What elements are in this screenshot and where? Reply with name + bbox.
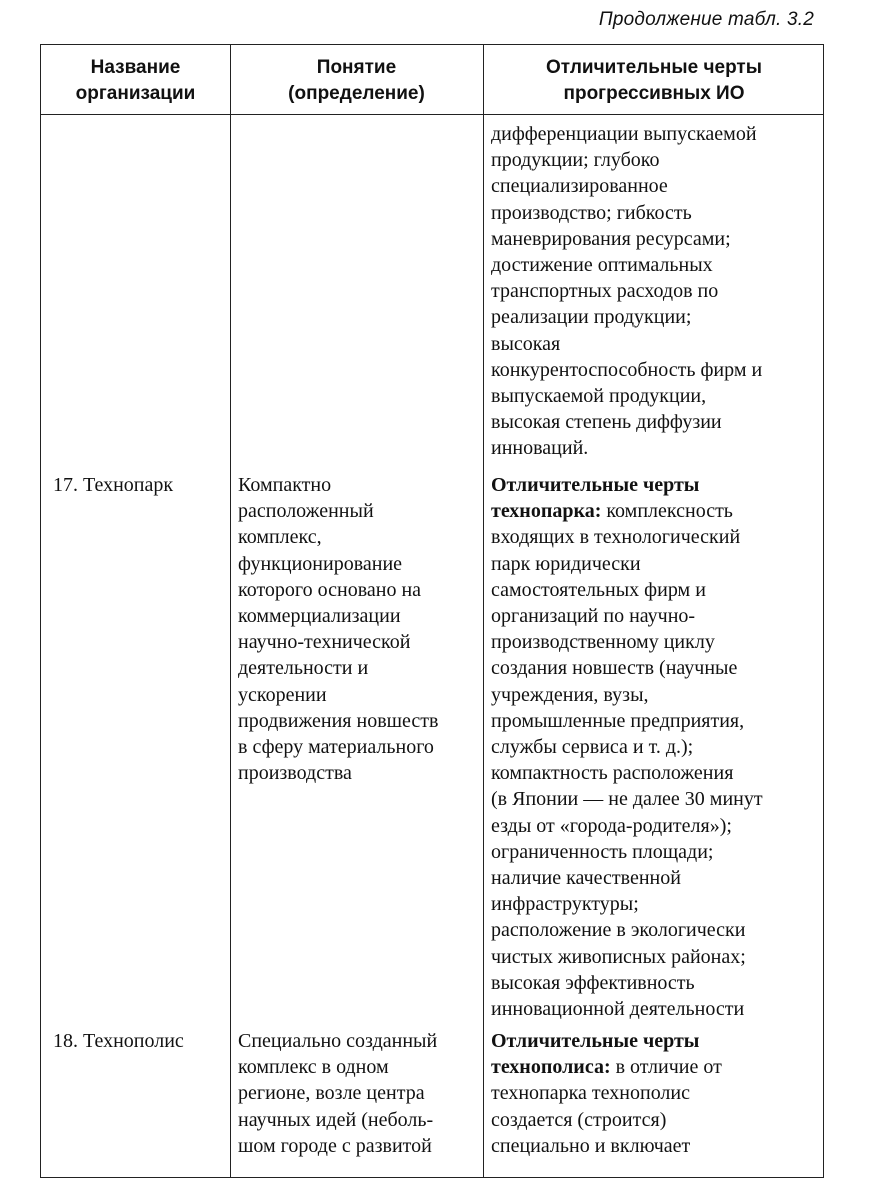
features-heading-text: Отличительные черты <box>491 474 700 496</box>
feature-text: комплексность <box>601 500 733 523</box>
feature-line: организаций по научно- <box>491 605 696 628</box>
definition-line: научных идей (неболь- <box>238 1108 434 1131</box>
features-heading-text: Отличительные черты <box>491 1030 700 1052</box>
features-heading-text: технополиса: <box>491 1056 611 1079</box>
feature-line: реализации продукции; <box>491 306 692 329</box>
definition-line: Специально созданный <box>238 1030 438 1052</box>
feature-line: промышленные предприятия, <box>491 709 745 732</box>
feature-line: езды от «города-родителя»); <box>491 814 732 837</box>
definition-line: продвижения новшеств <box>238 709 439 732</box>
feature-line: службы сервиса и т. д.); <box>491 736 694 759</box>
definition-line: шом городе с развитой <box>238 1134 432 1157</box>
definition-line: научно-технической <box>238 631 411 654</box>
features-heading-line <box>491 1054 722 1080</box>
definition-line: комплекс, <box>238 526 322 549</box>
feature-line: входящих в технологический <box>491 526 741 549</box>
definition-line: в сферу материального <box>238 736 434 759</box>
feature-line: достижение оптимальных <box>491 254 713 277</box>
feature-line: инфраструктуры; <box>491 893 639 916</box>
feature-line: производственному циклу <box>491 631 715 654</box>
row-18-name: 18. Технополис <box>53 1030 184 1052</box>
header-line: (определение) <box>288 83 425 104</box>
header-line: организации <box>75 83 196 104</box>
feature-line: маневрирования ресурсами; <box>491 227 731 250</box>
header-features <box>483 55 825 107</box>
feature-line: производство; гибкость <box>491 201 692 224</box>
feature-line: транспортных расходов по <box>491 280 719 303</box>
row-17-name: 17. Технопарк <box>53 474 174 496</box>
header-line: Понятие <box>316 57 397 78</box>
feature-line: наличие качественной <box>491 867 681 890</box>
feature-line: (в Японии — не далее 30 минут <box>491 788 763 811</box>
definition-line: Компактно <box>238 474 332 496</box>
feature-line: расположение в экологически <box>491 919 746 942</box>
definition-line: производства <box>238 762 352 785</box>
feature-line: учреждения, вузы, <box>491 683 649 706</box>
feature-line: ограниченность площади; <box>491 840 714 863</box>
definition-line: ускорении <box>238 683 327 706</box>
header-line: Название <box>90 57 181 78</box>
column-divider-2 <box>483 45 484 1177</box>
feature-line: парк юридически <box>491 552 641 575</box>
feature-line: компактность расположения <box>491 762 734 785</box>
feature-line: технопарка технополис <box>491 1082 690 1105</box>
organizations-table <box>40 44 824 1178</box>
definition-line: регионе, возле центра <box>238 1082 425 1105</box>
row-18-definition <box>238 1028 437 1159</box>
feature-text: в отличие от <box>610 1056 722 1079</box>
feature-line: создания новшеств (научные <box>491 657 738 680</box>
feature-line: самостоятельных фирм и <box>491 578 706 601</box>
feature-line: инновационной деятельности <box>491 998 745 1021</box>
table-caption: Продолжение табл. 3.2 <box>598 9 814 30</box>
feature-line: высокая эффективность <box>491 971 695 994</box>
features-heading-line <box>491 498 763 524</box>
feature-line: чистых живописных районах; <box>491 945 746 968</box>
row-17-features <box>491 472 763 1022</box>
definition-line: деятельности и <box>238 657 369 680</box>
definition-line: комплекс в одном <box>238 1056 389 1079</box>
column-divider-1 <box>230 45 231 1177</box>
feature-line: высокая степень диффузии <box>491 411 722 434</box>
header-line: Отличительные черты <box>546 57 762 78</box>
continued-features <box>491 121 762 462</box>
header-divider <box>41 114 823 115</box>
feature-line: выпускаемой продукции, <box>491 385 707 408</box>
header-line: прогрессивных ИО <box>563 83 745 104</box>
header-organization-name <box>41 55 230 107</box>
features-heading <box>491 472 763 498</box>
row-18-features <box>491 1028 722 1159</box>
feature-line: дифференциации выпускаемой <box>491 123 757 145</box>
features-heading <box>491 1028 722 1054</box>
features-heading-text: технопарка: <box>491 500 602 523</box>
row-17-definition <box>238 472 438 786</box>
feature-line: продукции; глубоко <box>491 149 660 172</box>
feature-line: создается (строится) <box>491 1108 667 1131</box>
feature-line: специально и включает <box>491 1134 691 1157</box>
feature-line: инноваций. <box>491 437 589 460</box>
definition-line: которого основано на <box>238 578 422 601</box>
feature-line: конкурентоспособность фирм и <box>491 358 763 381</box>
feature-line: специализированное <box>491 175 668 198</box>
feature-line: высокая <box>491 332 561 355</box>
header-concept <box>230 55 483 107</box>
definition-line: функционирование <box>238 552 403 575</box>
definition-line: коммерциализации <box>238 605 401 628</box>
definition-line: расположенный <box>238 500 374 523</box>
